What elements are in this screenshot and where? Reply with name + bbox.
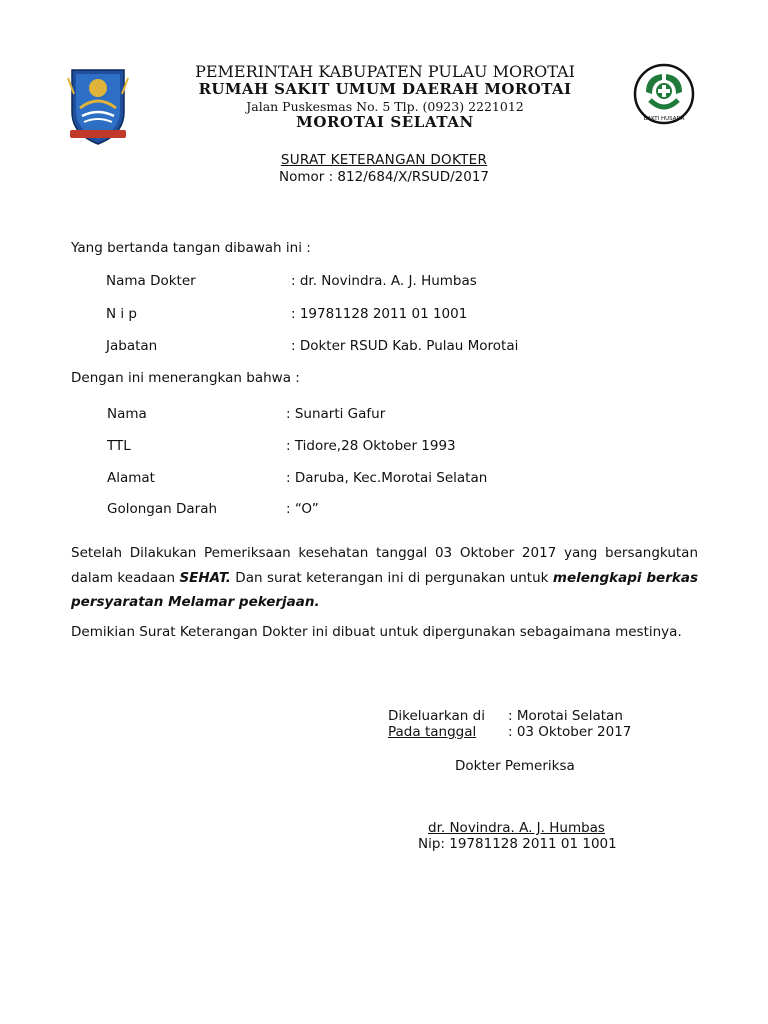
letter-title: SURAT KETERANGAN DOKTER [280,152,488,168]
doctor-nip-value: : 19781128 2011 01 1001 [291,306,468,322]
issued-place-label: Dikeluarkan di [388,708,485,724]
doctor-nip-label: N i p [106,306,138,322]
intro-text: Yang bertanda tangan dibawah ini : [71,240,311,256]
bakti-husada-label: BAKTI HUSADA [643,116,685,122]
exam-text-part2: Dan surat keterangan ini di pergunakan untuk [230,569,553,586]
signature-name: dr. Novindra. A. J. Humbas [428,820,605,836]
patient-address-value: : Daruba, Kec.Morotai Selatan [286,470,488,486]
patient-ttl-value: : Tidore,28 Oktober 1993 [286,438,456,454]
declare-intro-text: Dengan ini menerangkan bahwa : [71,370,300,386]
doctor-name-label: Nama Dokter [106,273,196,289]
header-address: Jalan Puskesmas No. 5 Tlp. (0923) 2221012 [246,99,524,114]
signature-role: Dokter Pemeriksa [455,758,575,774]
patient-blood-value: : “O” [286,501,319,517]
doctor-position-label: Jabatan [106,338,158,354]
patient-name-value: : Sunarti Gafur [286,406,386,422]
issued-date-row [388,724,650,740]
header-government: PEMERINTAH KABUPATEN PULAU MOROTAI [195,62,575,81]
doctor-name-value: : dr. Novindra. A. J. Humbas [291,273,477,289]
issued-place-value: : Morotai Selatan [508,708,623,724]
patient-ttl-label: TTL [107,438,131,454]
patient-blood-label: Golongan Darah [107,501,218,517]
exam-text-part1: Setelah Dilakukan Pemeriksaan kesehatan tanggal 03 Oktober 2017 yang bersangkutan dalam keadaan [71,545,698,586]
health-status: SEHAT. [179,569,231,586]
regency-emblem-icon [66,64,130,148]
closing-paragraph: Demikian Surat Keterangan Dokter ini dibuat untuk dipergunakan sebagaimana mestinya. [71,624,682,640]
patient-name-label: Nama [107,406,147,422]
patient-address-label: Alamat [107,470,155,486]
issued-date-label: Pada tanggal [388,724,477,740]
doctor-position-value: : Dokter RSUD Kab. Pulau Morotai [291,338,519,354]
header-district: MOROTAI SELATAN [296,113,474,131]
header-hospital: RUMAH SAKIT UMUM DAERAH MOROTAI [198,80,572,98]
issued-date-value: : 03 Oktober 2017 [508,724,632,740]
signature-nip: Nip: 19781128 2011 01 1001 [418,836,617,852]
letter-number: Nomor : 812/684/X/RSUD/2017 [278,169,489,185]
bakti-husada-icon [632,62,696,128]
examination-paragraph [71,541,698,615]
purpose-text: melengkapi berkas persyaratan Melamar pekerjaan. [71,569,698,610]
